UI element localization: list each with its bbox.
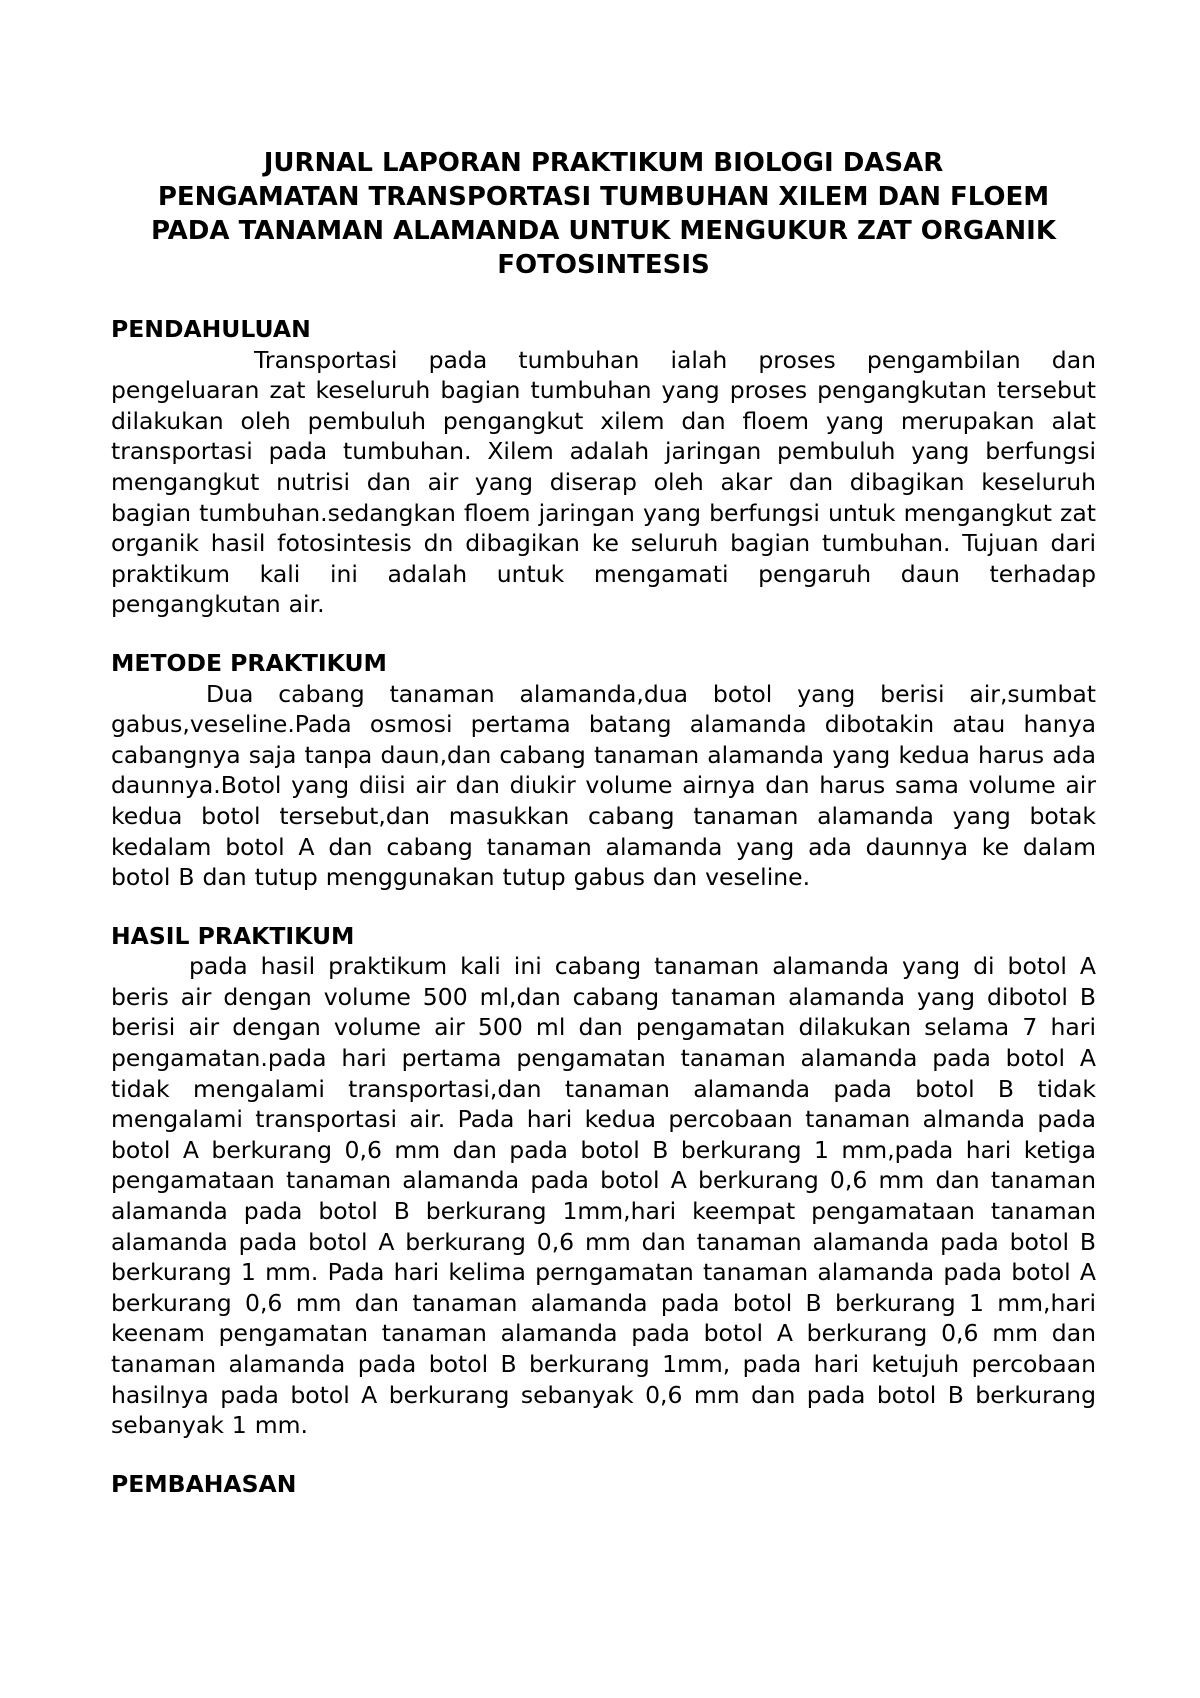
- section-paragraph: Transportasi pada tumbuhan ialah proses pengambilan dan pengeluaran zat keseluruh bagian tumbuhan yang proses pengangkutan tersebut dilakukan oleh pembuluh pengangkut xilem dan floem yang merupakan alat transportasi pada tumbuhan. Xilem adalah jaringan pembuluh yang berfungsi mengangkut nutrisi dan air yang diserap oleh akar dan dibagikan keseluruh bagian tumbuhan.sedangkan floem jaringan yang berfungsi untuk mengangkut zat organik hasil fotosintesis dn dibagikan ke seluruh bagian tumbuhan. Tujuan dari praktikum kali ini adalah untuk mengamati pengaruh daun terhadap pengangkutan air.: [111, 345, 1096, 619]
- section-paragraph: Dua cabang tanaman alamanda,dua botol yang berisi air,sumbat gabus,veseline.Pada osmosi pertama batang alamanda dibotakin atau hanya cabangnya saja tanpa daun,dan cabang tanaman alamanda yang kedua harus ada daunnya.Botol yang diisi air dan diukir volume airnya dan harus sama volume air kedua botol tersebut,dan masukkan cabang tanaman alamanda yang botak kedalam botol A dan cabang tanaman alamanda yang ada daunnya ke dalam botol B dan tutup menggunakan tutup gabus dan veseline.: [111, 679, 1096, 892]
- document-title: [111, 146, 1096, 282]
- title-line: PENGAMATAN TRANSPORTASI TUMBUHAN XILEM DAN FLOEM: [157, 182, 1050, 212]
- section-metode-praktikum: [111, 648, 1096, 893]
- section-heading: METODE PRAKTIKUM: [111, 648, 387, 677]
- section-heading: PEMBAHASAN: [111, 1469, 297, 1498]
- title-line: PADA TANAMAN ALAMANDA UNTUK MENGUKUR ZAT ORGANIK: [151, 216, 1056, 246]
- title-line: JURNAL LAPORAN PRAKTIKUM BIOLOGI DASAR: [263, 148, 944, 178]
- title-line: FOTOSINTESIS: [497, 250, 710, 280]
- section-pendahuluan: [111, 314, 1096, 620]
- section-heading: PENDAHULUAN: [111, 315, 311, 343]
- section-heading: HASIL PRAKTIKUM: [111, 921, 355, 950]
- section-pembahasan: [111, 1469, 1096, 1500]
- section-hasil-praktikum: [111, 921, 1096, 1441]
- document-page: [111, 146, 1096, 1499]
- section-paragraph: pada hasil praktikum kali ini cabang tanaman alamanda yang di botol A beris air dengan volume 500 ml,dan cabang tanaman alamanda yang dibotol B berisi air dengan volume air 500 ml dan pengamatan dilakukan selama 7 hari pengamatan.pada hari pertama pengamatan tanaman alamanda pada botol A tidak mengalami transportasi,dan tanaman alamanda pada botol B tidak mengalami transportasi air. Pada hari kedua percobaan tanaman almanda pada botol A berkurang 0,6 mm dan pada botol B berkurang 1 mm,pada hari ketiga pengamataan tanaman alamanda pada botol A berkurang 0,6 mm dan tanaman alamanda pada botol B berkurang 1mm,hari keempat pengamataan tanaman alamanda pada botol A berkurang 0,6 mm dan tanaman alamanda pada botol B berkurang 1 mm. Pada hari kelima perngamatan tanaman alamanda pada botol A berkurang 0,6 mm dan tanaman alamanda pada botol B berkurang 1 mm,hari keenam pengamatan tanaman alamanda pada botol A berkurang 0,6 mm dan tanaman alamanda pada botol B berkurang 1mm, pada hari ketujuh percobaan hasilnya pada botol A berkurang sebanyak 0,6 mm dan pada botol B berkurang sebanyak 1 mm.: [111, 952, 1096, 1440]
